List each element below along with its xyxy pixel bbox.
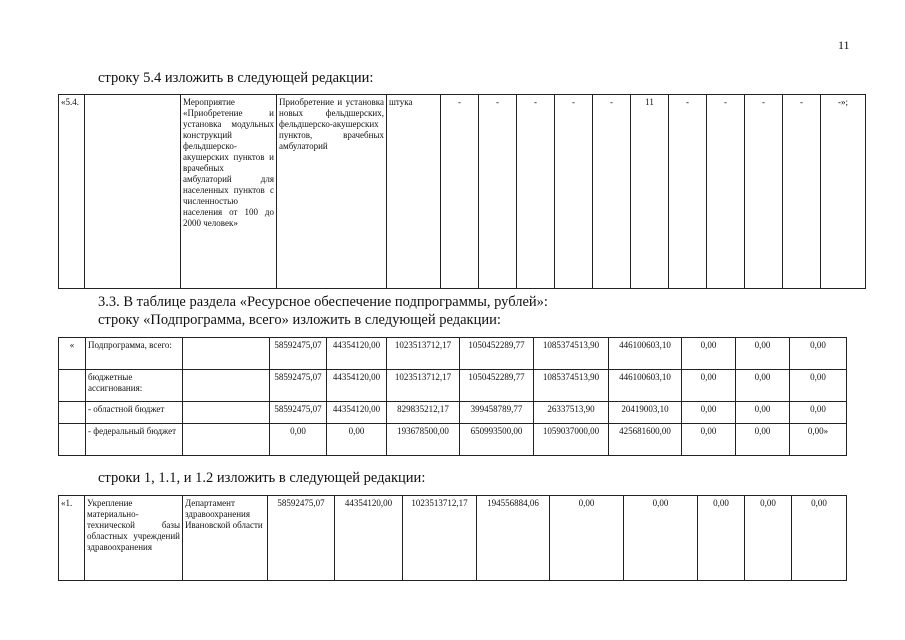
cell-value: 1050452289,77 <box>460 370 534 402</box>
cell-value: 20419003,10 <box>609 402 682 424</box>
table-row-5-4 <box>58 94 866 289</box>
cell-mark <box>59 402 86 424</box>
cell-num: «5.4. <box>59 95 85 289</box>
cell-value: 58592475,07 <box>268 496 335 581</box>
table-row <box>59 338 847 370</box>
cell-value: 399458789,77 <box>460 402 534 424</box>
cell-value: 0,00 <box>682 338 736 370</box>
cell-value: 1023513712,17 <box>387 370 460 402</box>
cell-value: 26337513,90 <box>534 402 609 424</box>
table-row <box>59 95 866 289</box>
cell-value: - <box>479 95 517 289</box>
cell-value: - <box>783 95 821 289</box>
cell-value: 44354120,00 <box>327 370 387 402</box>
cell-name: Укрепление материально-технической базы областных учреждений здравоохранения <box>85 496 183 581</box>
table-row <box>59 370 847 402</box>
cell-value: - <box>707 95 745 289</box>
cell-executor: Департамент здравоохранения Ивановской области <box>183 496 268 581</box>
cell-empty <box>183 424 270 456</box>
cell-value: 0,00 <box>698 496 745 581</box>
cell-value: 0,00 <box>736 370 790 402</box>
cell-value: 0,00 <box>682 402 736 424</box>
cell-value: 829835212,17 <box>387 402 460 424</box>
cell-value: - <box>517 95 555 289</box>
cell-value: - <box>745 95 783 289</box>
cell-value: 0,00 <box>270 424 327 456</box>
cell-value: 1059037000,00 <box>534 424 609 456</box>
cell-label: - областной бюджет <box>86 402 183 424</box>
cell-value: 0,00 <box>736 424 790 456</box>
cell-value: 44354120,00 <box>327 402 387 424</box>
cell-value: 58592475,07 <box>270 338 327 370</box>
cell-value: 446100603,10 <box>609 338 682 370</box>
cell-value: -»; <box>821 95 866 289</box>
table-row-1 <box>58 495 847 581</box>
cell-value: 58592475,07 <box>270 370 327 402</box>
paragraph-rows-1-1-1-2: строки 1, 1.1, и 1.2 изложить в следующей редакции: <box>98 470 426 486</box>
cell-value: 44354120,00 <box>335 496 403 581</box>
cell-value: 0,00 <box>745 496 792 581</box>
cell-mark <box>59 370 86 402</box>
cell-indicator: Приобретение и установка новых фельдшерских, фельдшерско-акушерских пунктов, врачебных амбулаторий <box>277 95 387 289</box>
table-row <box>59 424 847 456</box>
cell-value: 194556884,06 <box>477 496 550 581</box>
cell-value: - <box>593 95 631 289</box>
cell-value: - <box>441 95 479 289</box>
cell-value: 650993500,00 <box>460 424 534 456</box>
cell-value: 11 <box>631 95 669 289</box>
paragraph-row-5-4: строку 5.4 изложить в следующей редакции: <box>98 70 374 86</box>
cell-mark: « <box>59 338 86 370</box>
cell-value: 44354120,00 <box>327 338 387 370</box>
table-row <box>59 402 847 424</box>
cell-value: 0,00 <box>792 496 847 581</box>
cell-value: 1085374513,90 <box>534 338 609 370</box>
cell-value: 0,00 <box>624 496 698 581</box>
cell-value: 0,00 <box>682 370 736 402</box>
cell-value: 0,00 <box>736 402 790 424</box>
cell-label: бюджетные ассигнования: <box>86 370 183 402</box>
cell-value: - <box>669 95 707 289</box>
cell-value: 58592475,07 <box>270 402 327 424</box>
cell-value: 1023513712,17 <box>403 496 477 581</box>
page-number: 11 <box>838 38 850 52</box>
cell-value: 0,00 <box>790 338 847 370</box>
cell-value: 1050452289,77 <box>460 338 534 370</box>
table-subprogram-total <box>58 337 847 456</box>
cell-value: 446100603,10 <box>609 370 682 402</box>
cell-event: Мероприятие «Приобретение и установка модульных конструкций фельдшерско-акушерских пунктов и врачебных амбулаторий для населенных пунктов с численностью населения от 100 до 2000 человек» <box>181 95 277 289</box>
cell-empty <box>183 338 270 370</box>
cell-value: - <box>555 95 593 289</box>
cell-label: - федеральный бюджет <box>86 424 183 456</box>
cell-value: 0,00 <box>682 424 736 456</box>
cell-unit: штука <box>387 95 441 289</box>
cell-mark <box>59 424 86 456</box>
cell-value: 425681600,00 <box>609 424 682 456</box>
cell-value: 0,00» <box>790 424 847 456</box>
cell-value: 0,00 <box>790 370 847 402</box>
cell-empty <box>183 402 270 424</box>
cell-value: 1023513712,17 <box>387 338 460 370</box>
cell-value: 1085374513,90 <box>534 370 609 402</box>
cell-empty <box>183 370 270 402</box>
cell-value: 0,00 <box>790 402 847 424</box>
cell-label: Подпрограмма, всего: <box>86 338 183 370</box>
paragraph-subprogram-total: строку «Подпрограмма, всего» изложить в следующей редакции: <box>98 312 501 328</box>
cell-empty <box>85 95 181 289</box>
paragraph-section-3-3: 3.3. В таблице раздела «Ресурсное обеспечение подпрограммы, рублей»: <box>98 294 548 310</box>
cell-num: «1. <box>59 496 85 581</box>
table-row <box>59 496 847 581</box>
cell-value: 193678500,00 <box>387 424 460 456</box>
cell-value: 0,00 <box>550 496 624 581</box>
cell-value: 0,00 <box>736 338 790 370</box>
cell-value: 0,00 <box>327 424 387 456</box>
